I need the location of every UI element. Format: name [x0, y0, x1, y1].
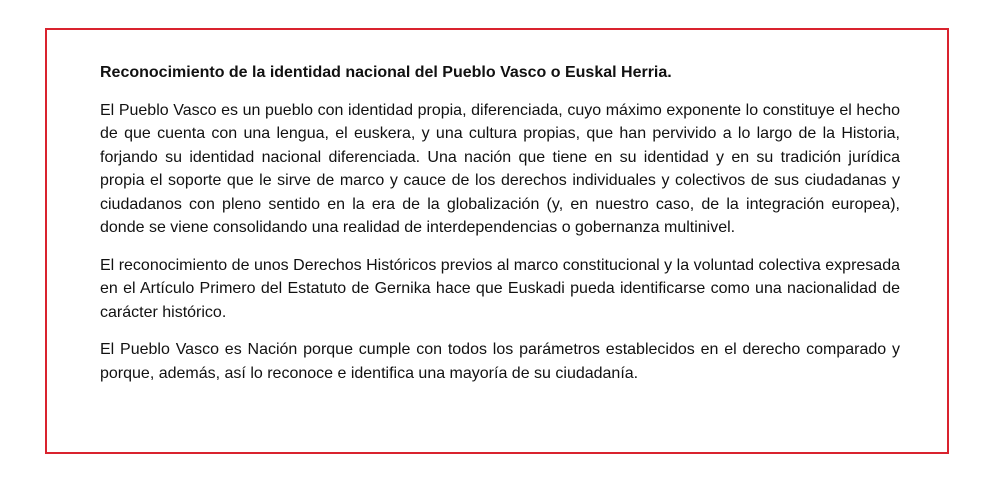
paragraph-2: El reconocimiento de unos Derechos Históricos previos al marco constitucional y la voluntad colectiva expresada en el Artículo Primero del Estatuto de Gernika hace que Euskadi pueda identificarse como una nacionalidad de carácter histórico. — [100, 256, 900, 321]
document-body — [100, 61, 900, 399]
paragraph-3: El Pueblo Vasco es Nación porque cumple con todos los parámetros establecidos en el derecho comparado y porque, además, así lo reconoce e identifica una mayoría de su ciudadanía. — [100, 341, 900, 382]
document-heading: Reconocimiento de la identidad nacional del Pueblo Vasco o Euskal Herria. — [100, 64, 672, 81]
document-frame — [45, 28, 949, 454]
paragraph-1: El Pueblo Vasco es un pueblo con identidad propia, diferenciada, cuyo máximo exponente lo constituye el hecho de que cuenta con una lengua, el euskera, y una cultura propias, que han pervivido a lo largo de la Historia, forjando su identidad nacional diferenciada. Una nación que tiene en su identidad y en su tradición jurídica propia el soporte que le sirve de marco y cauce de los derechos individuales y colectivos de sus ciudadanas y ciudadanos con pleno sentido en la era de la globalización (y, en nuestro caso, de la integración europea), donde se viene consolidando una realidad de interdependencias o gobernanza multinivel. — [100, 101, 900, 236]
